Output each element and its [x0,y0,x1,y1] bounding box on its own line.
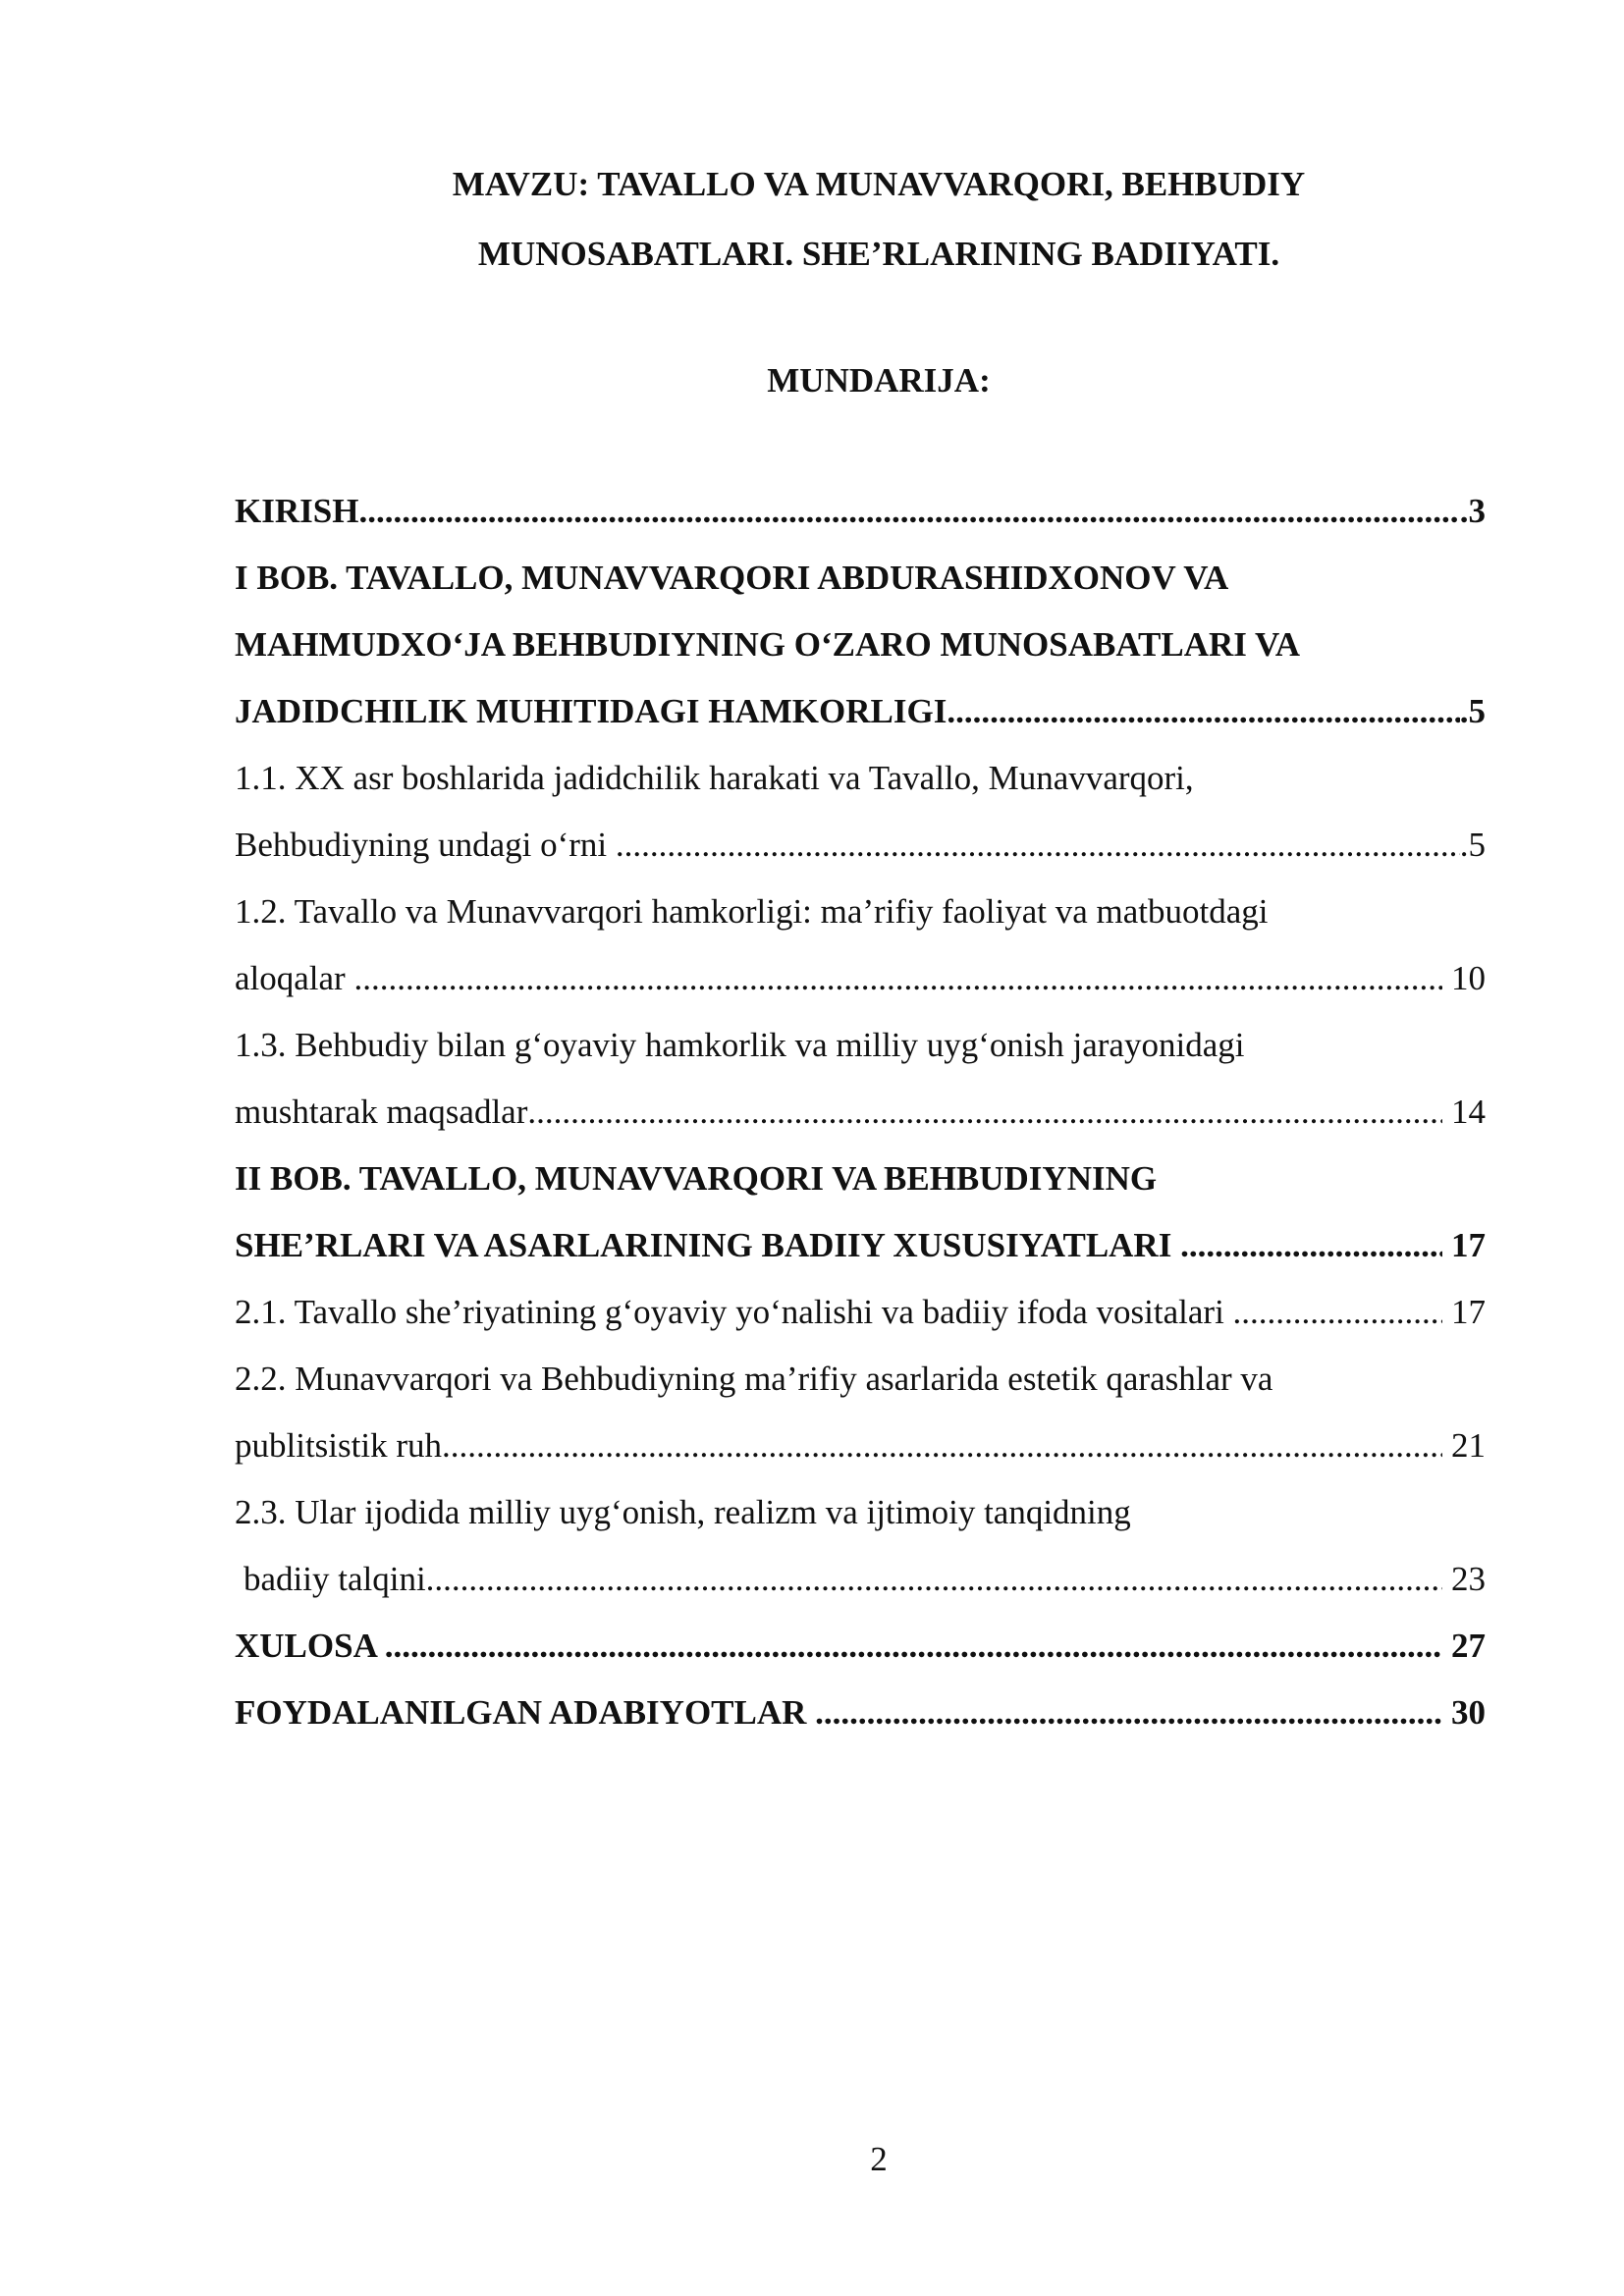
table-of-contents [235,478,1486,1746]
toc-page-number: 23 [1442,1560,1486,1598]
toc-entry-title: XULOSA [235,1627,385,1665]
toc-entry-title: mushtarak maqsadlar [235,1093,528,1131]
toc-entry-2-3-line1: 2.3. Ular ijodida milliy uyg‘onish, realizm va ijtimoiy tanqidning [235,1493,1131,1531]
toc-entry-title: SHE’RLARI VA ASARLARINING BADIIY XUSUSIYATLARI [235,1226,1181,1264]
toc-entry-1-3 [235,1079,1486,1146]
toc-entry-title: publitsistik ruh [235,1426,442,1465]
toc-entry-bob2 [235,1212,1486,1279]
toc-entry-1-3-line1: 1.3. Behbudiy bilan g‘oyaviy hamkorlik va milliy uyg‘onish jarayonidagi [235,1026,1245,1064]
dot-leader [426,1546,1443,1613]
toc-entry-title: 2.1. Tavallo she’riyatining g‘oyaviy yo‘nalishi va badiiy ifoda vositalari [235,1293,1233,1331]
title-line-1: MAVZU: TAVALLO VA MUNAVVARQORI, BEHBUDIY [452,165,1306,203]
toc-page-number: 17 [1442,1293,1486,1331]
toc-entry-adabiyotlar [235,1680,1486,1746]
toc-page-number: 10 [1442,959,1486,997]
toc-page-number: .5 [1459,692,1486,730]
toc-entry-title: Behbudiyning undagi o‘rni [235,826,616,864]
toc-entry-title: JADIDCHILIK MUHITIDAGI HAMKORLIGI [235,692,947,730]
toc-entry-bob1-line1: I BOB. TAVALLO, MUNAVVARQORI ABDURASHIDXONOV VA [235,559,1229,597]
toc-page-number: .3 [1459,492,1486,530]
toc-heading: MUNDARIJA: [767,361,991,400]
dot-leader [353,945,1442,1012]
dot-leader [616,812,1460,879]
toc-entry-1-1-line1: 1.1. XX asr boshlarida jadidchilik harakati va Tavallo, Munavvarqori, [235,759,1194,797]
dot-leader [527,1079,1442,1146]
toc-entry-title: badiiy talqini [244,1560,426,1598]
toc-entry-kirish [235,478,1486,545]
toc-entry-bob2-line1: II BOB. TAVALLO, MUNAVVARQORI VA BEHBUDIYNING [235,1159,1158,1198]
toc-entry-title: aloqalar [235,959,354,997]
dot-leader [442,1413,1442,1479]
toc-page-number: 30 [1442,1693,1486,1732]
toc-entry-2-3 [235,1546,1486,1613]
toc-page-number: 27 [1442,1627,1486,1665]
toc-entry-1-2-line1: 1.2. Tavallo va Munavvarqori hamkorligi: ma’rifiy faoliyat va matbuotdagi [235,892,1269,931]
toc-entry-bob1 [235,678,1486,745]
page-number: 2 [870,2140,888,2178]
toc-entry-bob1-line2: MAHMUDXO‘JA BEHBUDIYNING O‘ZARO MUNOSABATLARI VA [235,625,1301,664]
dot-leader [385,1613,1443,1680]
toc-page-number: 21 [1442,1426,1486,1465]
toc-entry-xulosa [235,1613,1486,1680]
title-line-2: MUNOSABATLARI. SHE’RLARINING BADIIYATI. [477,235,1280,273]
toc-entry-2-2-line1: 2.2. Munavvarqori va Behbudiyning ma’rifiy asarlarida estetik qarashlar va [235,1360,1273,1398]
dot-leader [358,478,1459,545]
toc-entry-2-2 [235,1413,1486,1479]
dot-leader [1233,1279,1443,1346]
dot-leader [815,1680,1442,1746]
toc-entry-title: FOYDALANILGAN ADABIYOTLAR [235,1693,816,1732]
toc-entry-2-1 [235,1279,1486,1346]
dot-leader [1180,1212,1442,1279]
toc-page-number: .5 [1459,826,1486,864]
toc-page-number: 14 [1442,1093,1486,1131]
toc-page-number: 17 [1442,1226,1486,1264]
toc-entry-1-1 [235,812,1486,879]
document-title [0,149,1624,289]
toc-entry-1-2 [235,945,1486,1012]
toc-entry-title: KIRISH [235,492,359,530]
dot-leader [947,678,1459,745]
